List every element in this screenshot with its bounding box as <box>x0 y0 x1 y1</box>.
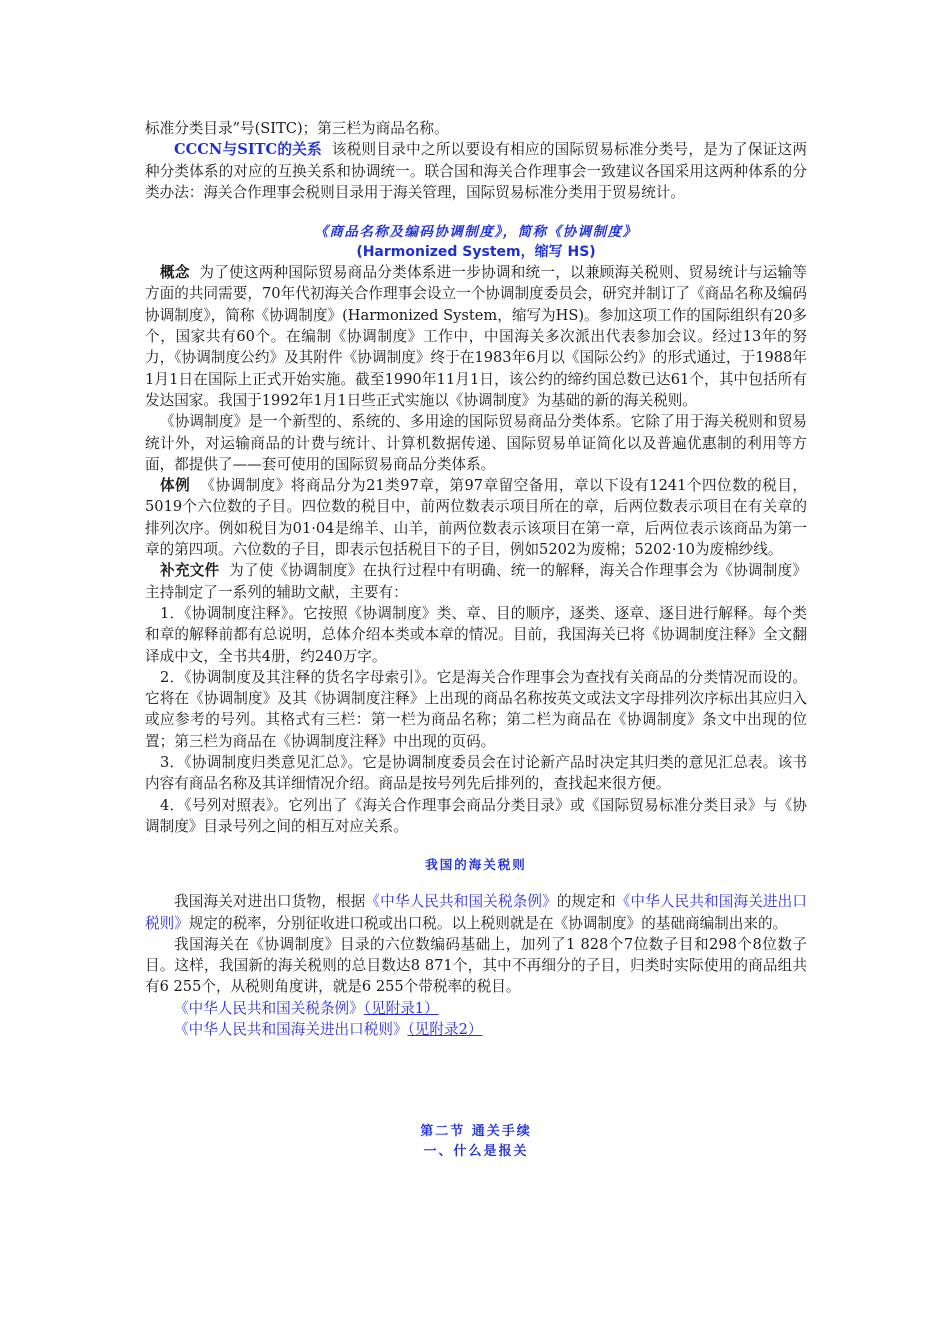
tariff-text-b: 的规定和 <box>556 893 616 911</box>
customs-duty-regulation-link[interactable]: 《中华人民共和国关税条例》 <box>365 893 557 911</box>
tariff-text-c: 规定的税率，分别征收进口税或出口税。以上税则就是在《协调制度》的基础商编制出来的。 <box>188 914 788 932</box>
appendix-2-ref-link[interactable]: （见附录2） <box>407 1020 483 1038</box>
appendix-2-link[interactable]: 《中华人民共和国海关进出口税则》 <box>174 1020 408 1038</box>
tariff-paragraph-1 <box>145 891 807 934</box>
list-item: 3．《协调制度归类意见汇总》。它是协调制度委员会在讨论新产品时决定其归类的意见汇总表。该书内容有商品名称及其详细情况介绍。商品是按号列先后排列的，查找起来很方便。 <box>145 754 807 793</box>
buchong-text: 为了使《协调制度》在执行过程中有明确、统一的解释，海关合作理事会为《协调制度》主持制定了一系列的辅助文献，主要有： <box>145 562 807 601</box>
tariff-text-a: 我国海关对进出口货物，根据 <box>174 893 366 911</box>
tili-text: 《协调制度》将商品分为21类97章，第97章留空备用，章以下设有1241个四位数的税目，5019个六位数的子目。四位数的税目中，前两位数表示项目所在的章，后两位数表示项目在有关章的排列次序。例如税目为01·04是绵羊、山羊，前两位数表示该项目在第一章，后两位表示该商品为第一章的第四项。六位数的子目，即表示包括税目下的子目，例如5202为废棉；5202·10为废棉纱线。 <box>145 477 807 559</box>
concept-label: 概念 <box>160 264 190 282</box>
buchong-paragraph <box>145 560 807 603</box>
appendix-2-line <box>145 1019 807 1040</box>
tili-label: 体例 <box>160 477 191 495</box>
section-title: 第二节 通关手续 <box>420 1124 532 1140</box>
hs-description-paragraph: 《协调制度》是一个新型的、系统的、多用途的国际贸易商品分类体系。它除了用于海关税则和贸易统计外，对运输商品的计费与统计、计算机数据传递、国际贸易单证简化以及普遍优惠制的利用等方面，都提供了——套可使用的国际贸易商品分类体系。 <box>145 413 807 473</box>
list-item: 4．《号列对照表》。它列出了《海关合作理事会商品分类目录》或《国际贸易标准分类目录》与《协调制度》目录号列之间的相互对应关系。 <box>145 796 807 835</box>
list-item: 1．《协调制度注释》。它按照《协调制度》类、章、目的顺序，逐类、逐章、逐目进行解释。每个类和章的解释前都有总说明，总体介绍本类或本章的情况。目前，我国海关已将《协调制度注释》全文翻译成中文，全书共4册，约240万字。 <box>145 604 807 665</box>
intro-tail-paragraph: 标准分类目录”号(SITC)；第三栏为商品名称。 <box>145 120 449 137</box>
import-export-tariff-link[interactable]: 《中华人民共和国海关进出口税则》 <box>145 893 807 932</box>
hs-title: 《商品名称及编码协调制度》，简称《协调制度》 <box>314 224 638 241</box>
buchong-label: 补充文件 <box>160 562 220 580</box>
concept-text: 为了使这两种国际贸易商品分类体系进一步协调和统一，以兼顾海关税则、贸易统计与运输等方面的共同需要，70年代初海关合作理事会设立一个协调制度委员会，研究并制订了《商品名称及编码协调制度》，简称《协调制度》(Harmonized System，缩写为HS)。参加这项工作的国际组织有20多个，国家共有60个。在编制《协调制度》工作中，中国海关多次派出代表参加会议。经过13年的努力，《协调制度公约》及其附件《协调制度》终于在1983年6月以《国际公约》的形式通过，于1988年1月1日在国际上正式开始实施。截至1990年11月1日，该公约的缔约国总数已达61个，其中包括所有发达国家。我国于1992年1月1日些正式实施以《协调制度》为基础的新的海关税则。 <box>145 264 807 409</box>
tariff-paragraph-2: 我国海关在《协调制度》目录的六位数编码基础上，加列了1 828个7位数子目和298个8位数子目。这样，我国新的海关税则的总目数达8 871个，其中不再细分的子目，归类时实际使用的商品组共有6 255个，从税则角度讲，就是6 255个带税率的税目。 <box>145 935 807 996</box>
hs-subtitle: (Harmonized System，缩写 HS) <box>356 244 596 261</box>
appendix-1-link[interactable]: 《中华人民共和国关税条例》 <box>174 999 364 1017</box>
appendix-1-line <box>145 998 807 1019</box>
appendix-1-ref-link[interactable]: （见附录1） <box>363 999 439 1017</box>
subsection-title: 一、什么是报关 <box>423 1144 529 1160</box>
tariff-title: 我国的海关税则 <box>425 857 527 873</box>
tili-paragraph <box>145 475 807 560</box>
list-item: 2．《协调制度及其注释的货名字母索引》。它是海关合作理事会为查找有关商品的分类情况而设的。它将在《协调制度》及其《协调制度注释》上出现的商品名称按英文或法文字母排列次序标出其应归入或应参考的号列。其格式有三栏：第一栏为商品名称；第二栏为商品在《协调制度》条文中出现的位置；第三栏为商品在《协调制度注释》中出现的页码。 <box>145 668 807 750</box>
cccn-paragraph <box>145 139 807 203</box>
cccn-text: 该税则目录中之所以要设有相应的国际贸易标准分类号，是为了保证这两种分类体系的对应的互换关系和协调统一。联合国和海关合作理事会一致建议各国采用这两种体系的分类办法：海关合作理事会税则目录用于海关管理，国际贸易标准分类用于贸易统计。 <box>145 141 808 201</box>
document-page <box>145 118 807 1162</box>
cccn-heading: CCCN与SITC的关系 <box>174 141 322 159</box>
concept-paragraph <box>145 262 807 411</box>
